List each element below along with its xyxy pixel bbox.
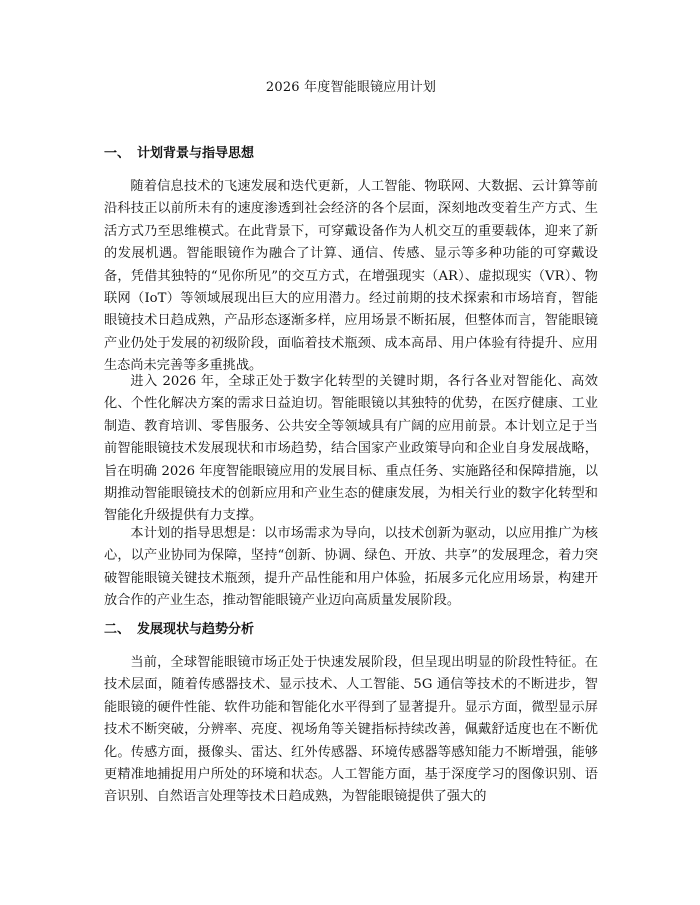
section-number-1: 一、: [104, 146, 131, 161]
section-number-2: 二、: [104, 622, 131, 637]
section-heading-1: [104, 145, 598, 163]
paragraph-background: 随着信息技术的飞速发展和迭代更新，人工智能、物联网、大数据、云计算等前沿科技正以前所未有的速度渗透到社会经济的各个层面，深刻地改变着生产方式、生活方式乃至思维模式。在此背景下，可穿戴设备作为人机交互的重要载体，迎来了新的发展机遇。智能眼镜作为融合了计算、通信、传感、显示等多种功能的可穿戴设备，凭借其独特的“见你所见”的交互方式，在增强现实（AR）、虚拟现实（VR）、物联网（IoT）等领域展现出巨大的应用潜力。经过前期的技术探索和市场培育，智能眼镜技术日趋成熟，产品形态逐渐多样，应用场景不断拓展，但整体而言，智能眼镜产业仍处于发展的初级阶段，面临着技术瓶颈、成本高昂、用户体验有待提升、应用生态尚未完善等多重挑战。: [104, 179, 598, 374]
document-title: 2026 年度智能眼镜应用计划: [265, 80, 437, 95]
paragraph-current-status: 当前，全球智能眼镜市场正处于快速发展阶段，但呈现出明显的阶段性特征。在技术层面，随着传感器技术、显示技术、人工智能、5G 通信等技术的不断进步，智能眼镜的硬件性能、软件功能和智能化水平得到了显著提升。显示方面，微型显示屏技术不断突破，分辨率、亮度、视场角等关键指标持续改善，佩戴舒适度也在不断优化。传感方面，摄像头、雷达、红外传感器、环境传感器等感知能力不断增强，能够更精准地捕捉用户所处的环境和状态。人工智能方面，基于深度学习的图像识别、语音识别、自然语言处理等技术日趋成熟，为智能眼镜提供了强大的: [104, 655, 598, 805]
section-heading-2: [104, 621, 598, 639]
section-heading-text-1: 计划背景与指导思想: [137, 146, 255, 161]
section-heading-text-2: 发展现状与趋势分析: [137, 622, 255, 637]
paragraph-guiding-principle: 本计划的指导思想是：以市场需求为导向，以技术创新为驱动，以应用推广为核心，以产业协同为保障，坚持“创新、协调、绿色、开放、共享”的发展理念，着力突破智能眼镜关键技术瓶颈，提升产品性能和用户体验，拓展多元化应用场景，构建开放合作的产业生态，推动智能眼镜产业迈向高质量发展阶段。: [104, 526, 598, 609]
paragraph-2026-context: 进入 2026 年，全球正处于数字化转型的关键时期，各行各业对智能化、高效化、个性化解决方案的需求日益迫切。智能眼镜以其独特的优势，在医疗健康、工业制造、教育培训、零售服务、公共安全等领域具有广阔的应用前景。本计划立足于当前智能眼镜技术发展现状和市场趋势，结合国家产业政策导向和企业自身发展战略，旨在明确 2026 年度智能眼镜应用的发展目标、重点任务、实施路径和保障措施，以期推动智能眼镜技术的创新应用和产业生态的健康发展，为相关行业的数字化转型和智能化升级提供有力支撑。: [104, 374, 598, 524]
